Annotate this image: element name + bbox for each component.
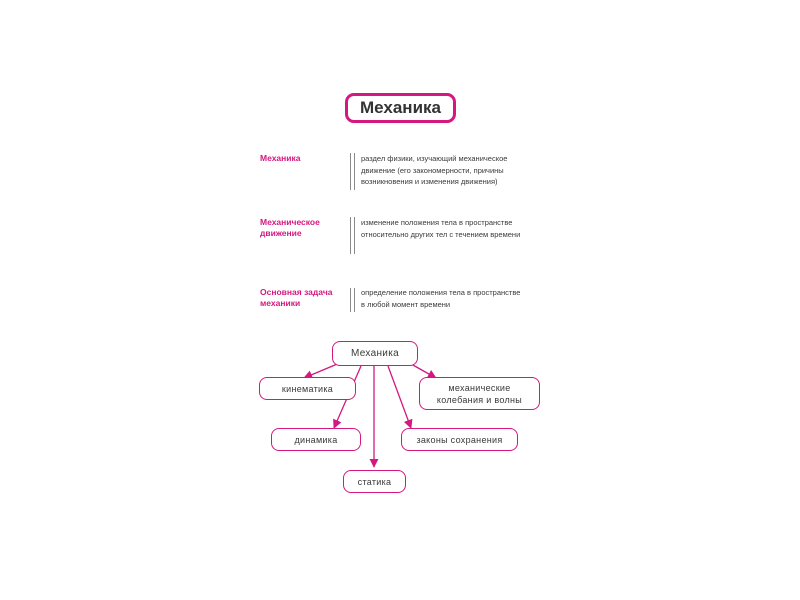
definition-text-mechanical-motion: изменение положения тела в пространстве относительно других тел с течением времени — [361, 218, 521, 239]
diagram-node-dynamics: динамика — [271, 428, 361, 451]
page-title: Механика — [345, 93, 456, 123]
arrow-to-conservation-laws — [388, 366, 411, 428]
definition-term-main-task: Основная задача механики — [260, 287, 333, 308]
diagram-node-conservation-laws: законы сохранения — [401, 428, 518, 451]
definition-divider — [350, 153, 355, 190]
diagram-root-node: Механика — [332, 341, 418, 366]
definition-term-mechanics: Механика — [260, 153, 301, 163]
definition-divider — [350, 217, 355, 254]
diagram-node-kinematics: кинематика — [259, 377, 356, 400]
definition-divider — [350, 288, 355, 312]
diagram-node-oscillations-waves: механические колебания и волны — [419, 377, 540, 410]
definition-text-mechanics: раздел физики, изучающий механическое движение (его закономерности, причины возникновения и изменения движения) — [361, 154, 508, 186]
definition-term-mechanical-motion: Механическое движение — [260, 217, 320, 238]
definition-text-main-task: определение положения тела в пространстве в любой момент времени — [361, 288, 521, 309]
diagram-node-statics: статика — [343, 470, 406, 493]
